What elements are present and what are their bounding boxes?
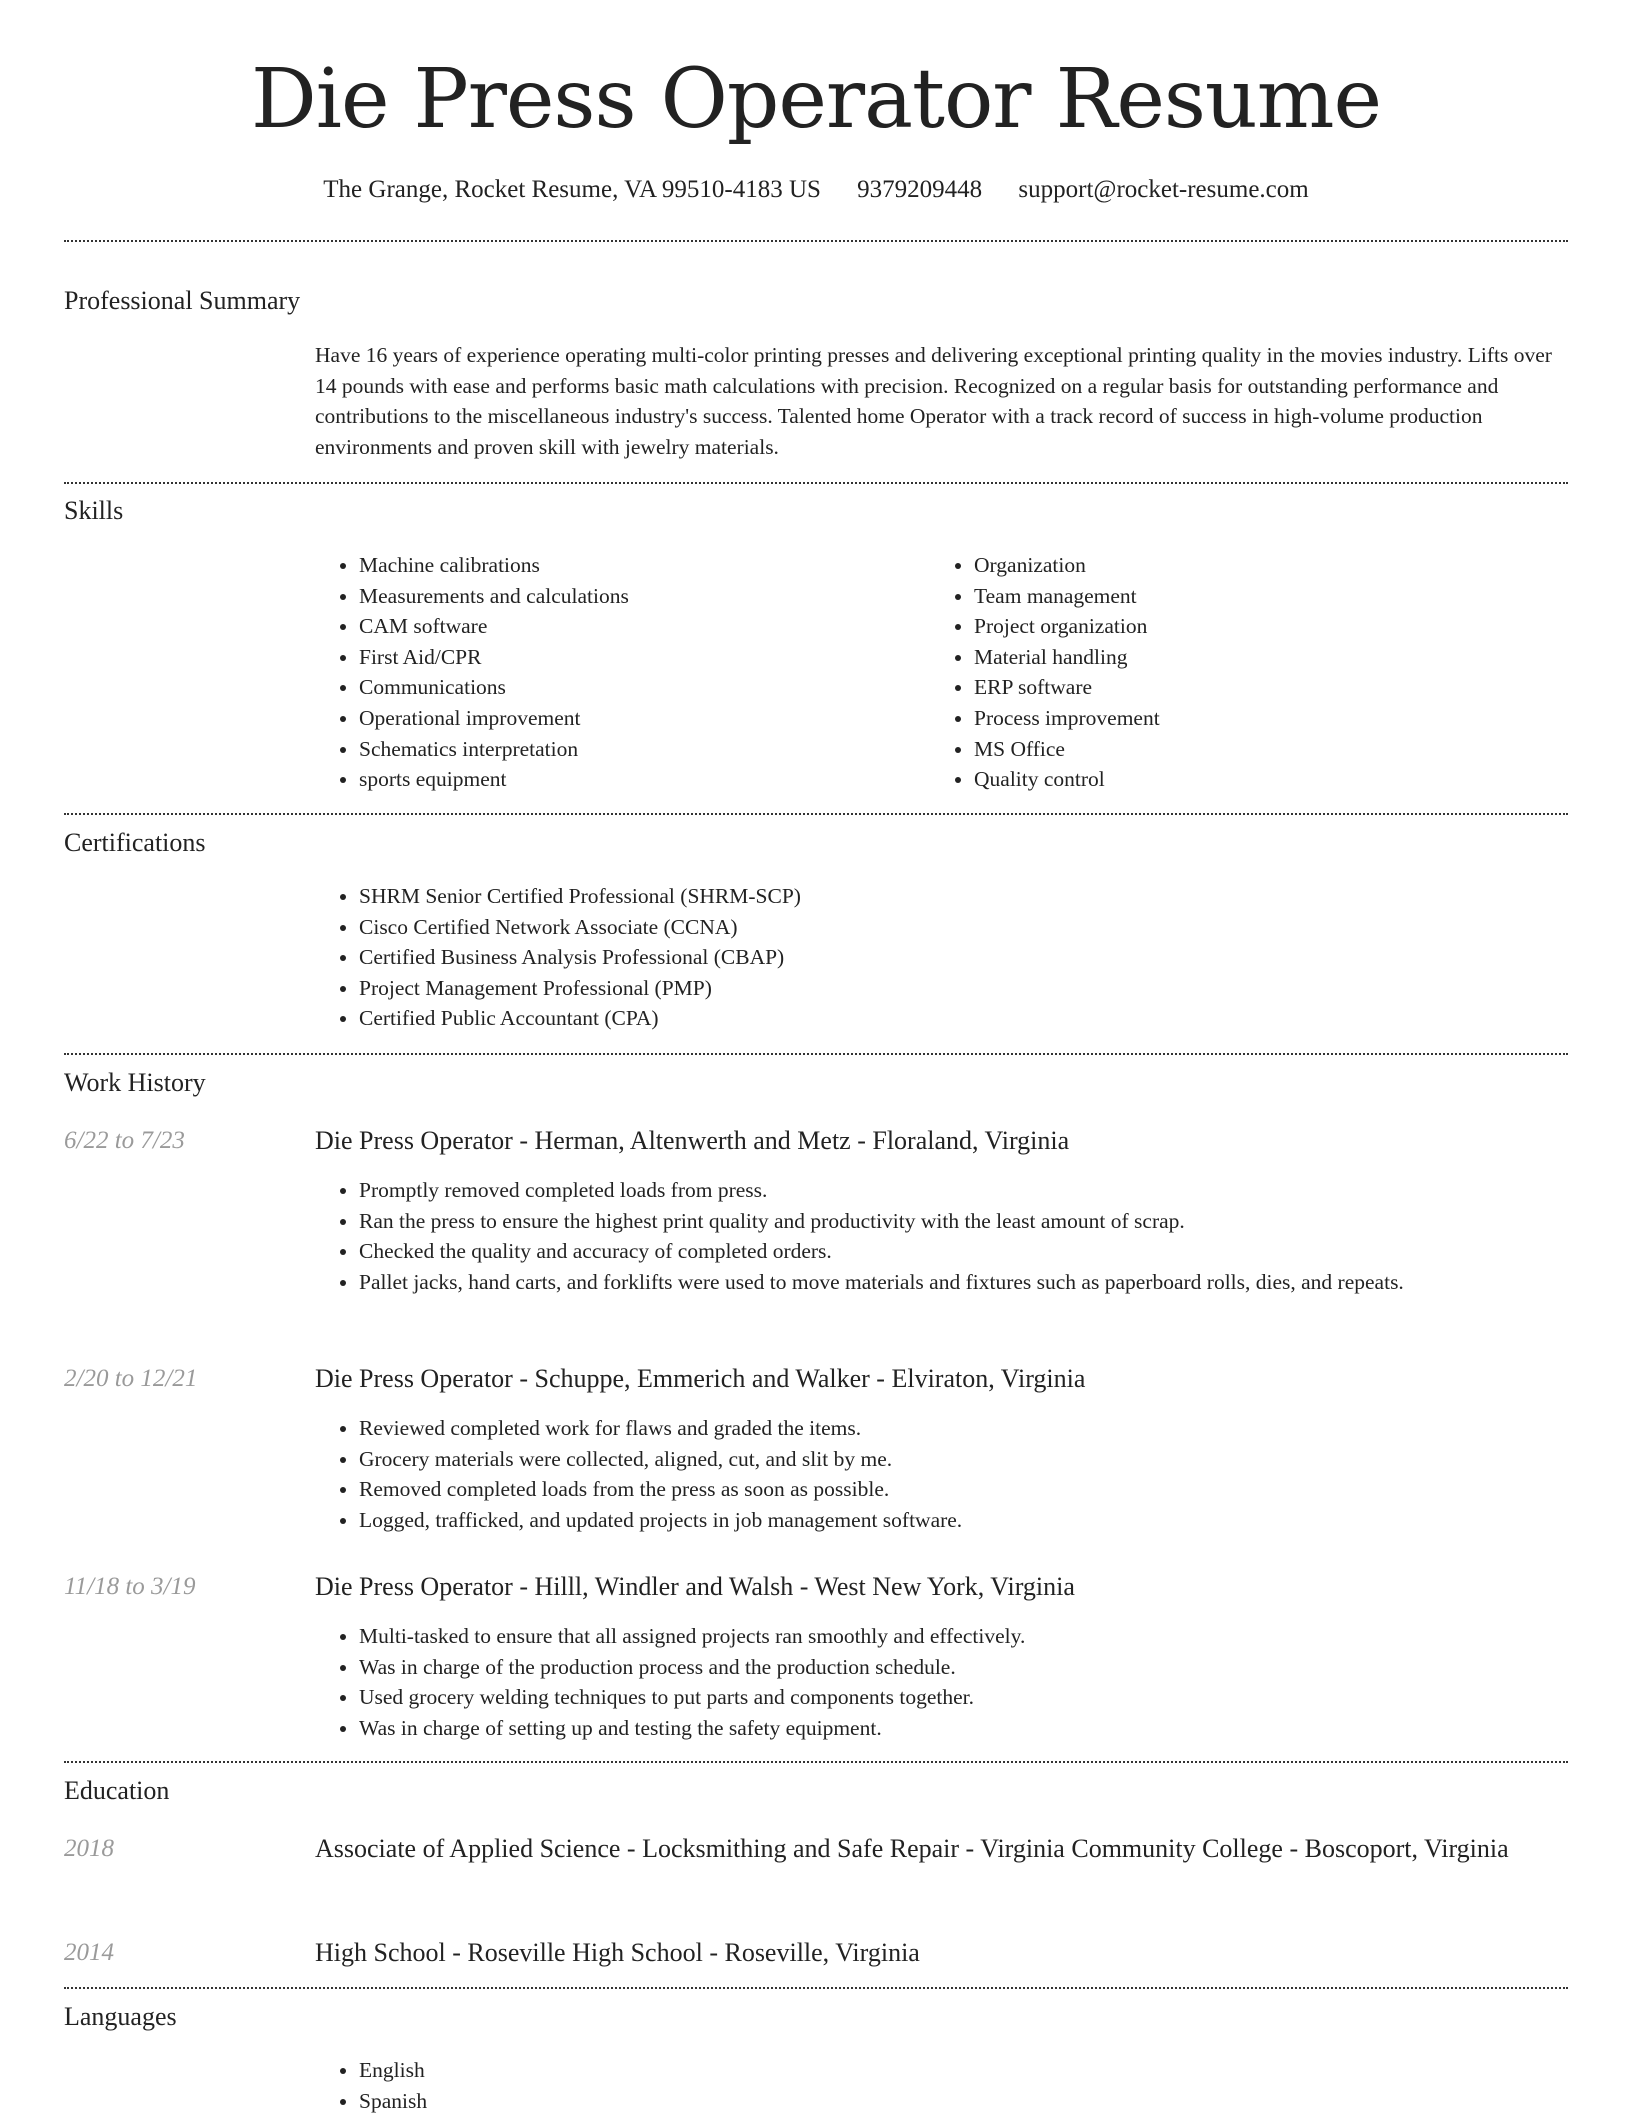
skill-item: • Communications [359,672,929,703]
job-dates: 11/18 to 3/19 [64,1573,196,1600]
job-title: Die Press Operator - Herman, Altenwerth and Metz - Floraland, Virginia [315,1126,1070,1155]
skill-item: • Machine calibrations [359,550,929,581]
section-divider [64,482,1568,484]
skill-item: • CAM software [359,611,929,642]
skill-item: • ERP software [974,672,1564,703]
skill-item: • Operational improvement [359,703,929,734]
skill-item: • Organization [974,550,1564,581]
contact-line [0,170,1632,210]
job-dates: 6/22 to 7/23 [64,1127,185,1154]
job-bullet: • Logged, trafficked, and updated projects in job management software. [359,1505,1568,1536]
job-bullet: • Was in charge of setting up and testing the safety equipment. [359,1713,1568,1744]
job-dates: 2/20 to 12/21 [64,1365,198,1392]
job-bullets [315,1413,1568,1535]
skill-item: • Process improvement [974,703,1564,734]
resume-title: Die Press Operator Resume [250,52,1382,147]
certifications-heading: Certifications [64,828,206,857]
skills-list-left [315,550,929,795]
skill-item: • First Aid/CPR [359,642,929,673]
skill-item: • Team management [974,581,1564,612]
job-bullet: • Used grocery welding techniques to put parts and components together. [359,1682,1568,1713]
job-title: Die Press Operator - Schuppe, Emmerich and Walker - Elviraton, Virginia [315,1364,1086,1393]
section-divider [64,1053,1568,1055]
skill-item: • sports equipment [359,764,929,795]
work-history-heading: Work History [64,1068,206,1097]
skill-item: • Quality control [974,764,1564,795]
job-bullet: • Ran the press to ensure the highest print quality and productivity with the least amount of scrap. [359,1206,1568,1237]
section-divider [64,240,1568,242]
skills-list-right [930,550,1564,795]
job-bullet: • Multi-tasked to ensure that all assigned projects ran smoothly and effectively. [359,1621,1568,1652]
job-title: Die Press Operator - Hilll, Windler and Walsh - West New York, Virginia [315,1572,1075,1601]
languages-heading: Languages [64,2002,177,2031]
skill-item: • Schematics interpretation [359,734,929,765]
skill-item: • Project organization [974,611,1564,642]
certification-item: • Certified Public Accountant (CPA) [359,1003,1568,1034]
skill-item: • MS Office [974,734,1564,765]
languages-list [315,2055,959,2116]
job-bullet: • Removed completed loads from the press as soon as possible. [359,1474,1568,1505]
education-heading: Education [64,1776,170,1805]
job-bullet: • Pallet jacks, hand carts, and forklifts were used to move materials and fixtures such as paperboard rolls, dies, and repeats. [359,1267,1568,1298]
contact-email[interactable]: support@rocket-resume.com [1018,176,1309,203]
certification-item: • Certified Business Analysis Professional (CBAP) [359,942,1568,973]
certification-item: • Project Management Professional (PMP) [359,973,1568,1004]
education-entry: High School - Roseville High School - Roseville, Virginia [315,1938,920,1967]
job-bullet: • Grocery materials were collected, aligned, cut, and slit by me. [359,1444,1568,1475]
language-item: • English [359,2055,959,2086]
summary-text: Have 16 years of experience operating multi-color printing presses and delivering exceptional printing quality in the movies industry. Lifts over 14 pounds with ease and performs basic math calculations with precision. Recognized on a regular basis for outstanding performance and contributions to the miscellaneous industry's success. Talented home Operator with a track record of success in high-volume production environments and proven skill with jewelry materials. [315,343,1552,459]
education-year: 2018 [64,1835,114,1862]
certifications-list [315,881,1568,1034]
education-year: 2014 [64,1939,114,1966]
contact-address: The Grange, Rocket Resume, VA 99510-4183 US [323,176,821,203]
section-divider [64,1761,1568,1763]
skills-heading: Skills [64,496,124,525]
certification-item: • SHRM Senior Certified Professional (SHRM-SCP) [359,881,1568,912]
certification-item: • Cisco Certified Network Associate (CCNA) [359,912,1568,943]
skill-item: • Measurements and calculations [359,581,929,612]
section-divider [64,813,1568,815]
contact-phone: 9379209448 [857,176,983,203]
job-bullet: • Was in charge of the production process and the production schedule. [359,1652,1568,1683]
skill-item: • Material handling [974,642,1564,673]
job-bullets [315,1621,1568,1743]
job-bullet: • Reviewed completed work for flaws and graded the items. [359,1413,1568,1444]
education-entry: Associate of Applied Science - Locksmithing and Safe Repair - Virginia Community College - Boscoport, Virginia [315,1834,1509,1863]
section-divider [64,1987,1568,1989]
job-bullets [315,1175,1568,1297]
job-bullet: • Promptly removed completed loads from press. [359,1175,1568,1206]
summary-heading: Professional Summary [64,286,301,315]
language-item: • Spanish [359,2086,959,2116]
job-bullet: • Checked the quality and accuracy of completed orders. [359,1236,1568,1267]
